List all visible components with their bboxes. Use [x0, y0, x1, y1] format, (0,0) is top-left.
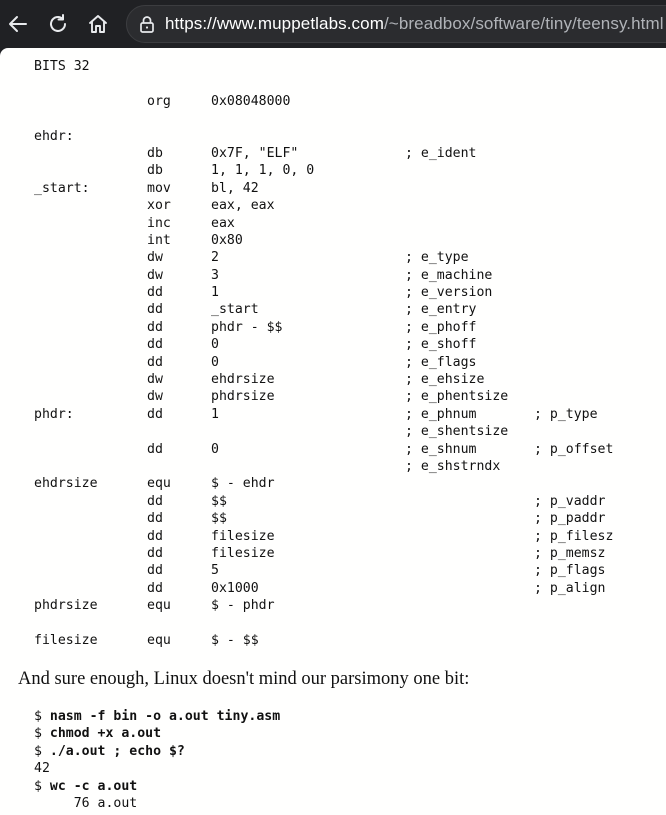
- reload-icon: [47, 13, 69, 35]
- code-comment: ; p_filesz: [534, 528, 614, 544]
- code-label: BITS 32: [34, 59, 90, 74]
- terminal-output-block: [34, 708, 280, 812]
- code-comment: ; e_shstrndx: [405, 458, 501, 474]
- command-output: 42: [34, 761, 50, 777]
- code-operand: ehdrsize: [211, 372, 275, 388]
- code-label: phdrsize: [34, 598, 98, 614]
- code-opcode: dd: [147, 493, 163, 509]
- code-opcode: dd: [147, 441, 163, 457]
- code-comment: ; e_ident: [405, 145, 477, 161]
- code-comment: ; p_memsz: [534, 545, 606, 561]
- code-operand: bl, 42: [211, 180, 259, 196]
- address-bar[interactable]: [126, 5, 666, 43]
- home-icon: [87, 13, 109, 35]
- code-opcode: org: [147, 93, 171, 109]
- code-operand: 3: [211, 267, 219, 283]
- code-comment: ; p_vaddr: [534, 493, 606, 509]
- code-operand: 1: [211, 406, 219, 422]
- back-button[interactable]: [2, 8, 34, 40]
- code-comment: ; e_shentsize: [405, 424, 509, 440]
- url-text: [165, 14, 664, 34]
- code-operand: phdrsize: [211, 389, 275, 405]
- page-content: [0, 48, 666, 815]
- code-opcode: dw: [147, 389, 163, 405]
- code-opcode: dd: [147, 528, 163, 544]
- home-button[interactable]: [82, 8, 114, 40]
- code-operand: 0x80: [211, 232, 243, 248]
- code-operand: 0x08048000: [211, 93, 291, 109]
- code-label: _start:: [34, 180, 90, 196]
- code-comment: ; p_type: [534, 406, 598, 422]
- code-comment: ; e_phentsize: [405, 389, 509, 405]
- code-operand: 0x1000: [211, 580, 259, 596]
- code-comment: ; e_entry: [405, 302, 477, 318]
- command-output: 76 a.out: [34, 795, 138, 811]
- code-comment: ; e_phnum: [405, 406, 477, 422]
- code-operand: 0: [211, 354, 219, 370]
- code-operand: $$: [211, 493, 227, 509]
- code-operand: filesize: [211, 545, 275, 561]
- code-comment: ; e_machine: [405, 267, 493, 283]
- code-opcode: db: [147, 145, 163, 161]
- code-opcode: dw: [147, 250, 163, 266]
- code-operand: 2: [211, 250, 219, 266]
- code-comment: ; e_type: [405, 250, 469, 266]
- code-comment: ; p_align: [534, 580, 606, 596]
- shell-command: chmod +x a.out: [49, 726, 162, 742]
- code-opcode: dw: [147, 267, 163, 283]
- code-operand: $ - $$: [211, 632, 259, 648]
- shell-command: nasm -f bin -o a.out tiny.asm: [49, 709, 281, 724]
- code-opcode: dd: [147, 563, 163, 579]
- terminal-line: [34, 795, 280, 812]
- shell-command: wc -c a.out: [49, 778, 138, 794]
- browser-toolbar: [0, 0, 666, 48]
- paragraph: And sure enough, Linux doesn't mind our parsimony one bit:: [18, 669, 470, 689]
- code-operand: _start: [211, 302, 259, 318]
- code-label: phdr:: [34, 406, 74, 422]
- back-arrow-icon: [7, 13, 29, 35]
- code-comment: ; e_ehsize: [405, 372, 485, 388]
- code-opcode: dd: [147, 319, 163, 335]
- code-label: ehdrsize: [34, 476, 98, 492]
- code-opcode: dd: [147, 511, 163, 527]
- code-operand: filesize: [211, 528, 275, 544]
- code-comment: ; p_paddr: [534, 511, 606, 527]
- terminal-line: [34, 725, 280, 742]
- lock-icon[interactable]: [137, 14, 157, 34]
- code-opcode: equ: [147, 476, 171, 492]
- code-opcode: dd: [147, 285, 163, 301]
- shell-command: ./a.out ; echo $?: [49, 743, 185, 759]
- code-operand: phdr - $$: [211, 319, 283, 335]
- code-operand: $ - phdr: [211, 598, 275, 614]
- code-opcode: dw: [147, 372, 163, 388]
- code-operand: $ - ehdr: [211, 476, 275, 492]
- code-operand: 5: [211, 563, 219, 579]
- code-comment: ; e_shoff: [405, 337, 477, 353]
- code-comment: ; e_version: [405, 285, 493, 301]
- code-comment: ; p_flags: [534, 563, 606, 579]
- code-opcode: dd: [147, 545, 163, 561]
- code-operand: eax, eax: [211, 198, 275, 214]
- code-opcode: dd: [147, 337, 163, 353]
- code-comment: ; p_offset: [534, 441, 614, 457]
- code-opcode: xor: [147, 198, 171, 214]
- code-operand: 1: [211, 285, 219, 301]
- code-operand: eax: [211, 215, 235, 231]
- shell-prompt: $: [34, 778, 50, 794]
- terminal-line: [34, 743, 280, 760]
- code-operand: 0x7F, "ELF": [211, 145, 299, 161]
- code-opcode: dd: [147, 354, 163, 370]
- code-opcode: inc: [147, 215, 171, 231]
- code-opcode: db: [147, 163, 163, 179]
- code-opcode: dd: [147, 302, 163, 318]
- code-opcode: int: [147, 232, 171, 248]
- code-label: filesize: [34, 632, 98, 648]
- terminal-line: [34, 708, 280, 725]
- code-label: ehdr:: [34, 128, 74, 144]
- code-comment: ; e_flags: [405, 354, 477, 370]
- code-opcode: dd: [147, 406, 163, 422]
- code-operand: 1, 1, 1, 0, 0: [211, 163, 315, 179]
- code-operand: 0: [211, 337, 219, 353]
- reload-button[interactable]: [42, 8, 74, 40]
- code-opcode: equ: [147, 632, 171, 648]
- terminal-line: [34, 778, 280, 795]
- code-comment: ; e_shnum: [405, 441, 477, 457]
- shell-prompt: $: [34, 726, 50, 742]
- terminal-line: [34, 760, 280, 777]
- code-operand: $$: [211, 511, 227, 527]
- code-opcode: mov: [147, 180, 171, 196]
- code-opcode: equ: [147, 598, 171, 614]
- code-opcode: dd: [147, 580, 163, 596]
- url-path: /~breadbox/software/tiny/teensy.html: [383, 14, 664, 33]
- shell-prompt: $: [34, 709, 50, 724]
- code-operand: 0: [211, 441, 219, 457]
- code-comment: ; e_phoff: [405, 319, 477, 335]
- shell-prompt: $: [34, 743, 50, 759]
- url-host: https://www.muppetlabs.com: [165, 14, 384, 33]
